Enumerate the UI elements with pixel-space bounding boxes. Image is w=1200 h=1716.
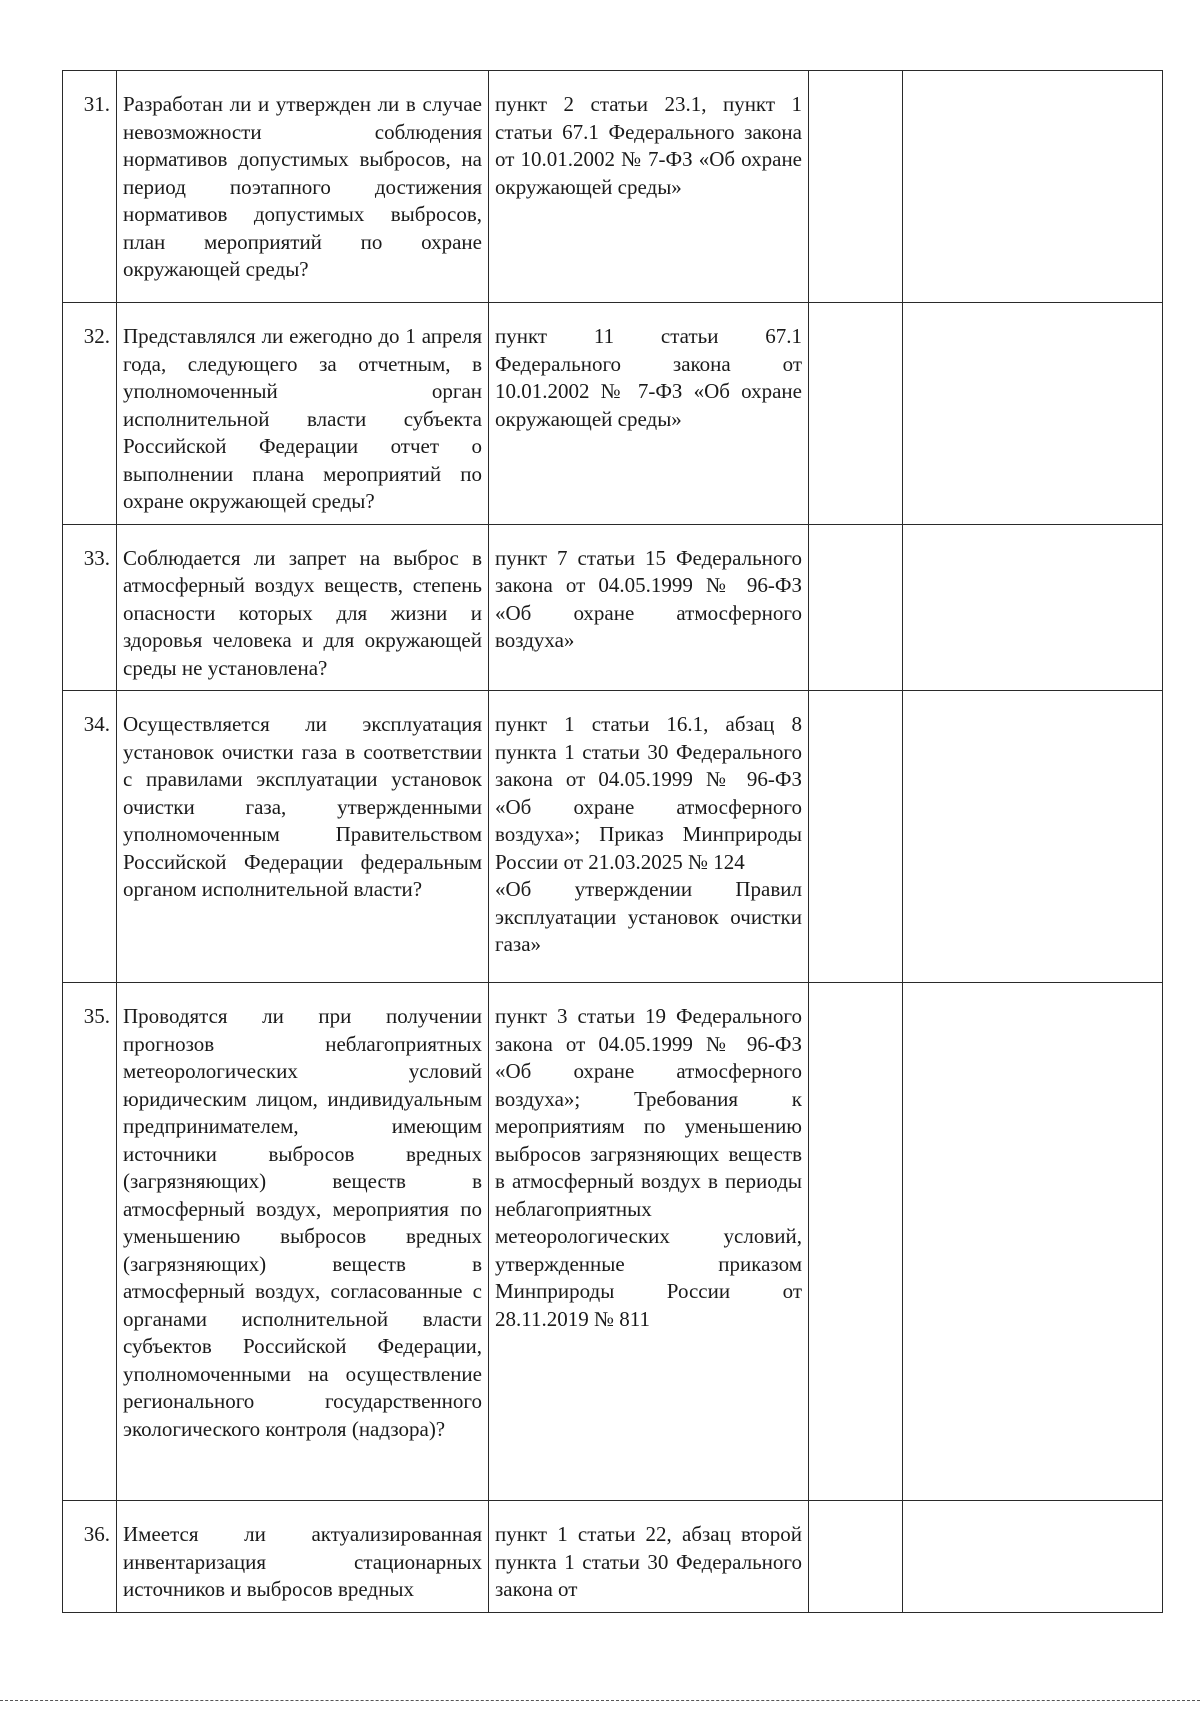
- note-cell: [903, 983, 1163, 1501]
- table-row: [63, 983, 1163, 1501]
- table-row: [63, 691, 1163, 983]
- answer-cell: [809, 524, 903, 691]
- legal-reference: пункт 2 статьи 23.1, пункт 1 статьи 67.1 Федерального закона от 10.01.2002 № 7-ФЗ «Об охране окружающей среды»: [489, 71, 809, 303]
- note-cell: [903, 524, 1163, 691]
- answer-cell: [809, 71, 903, 303]
- question-text: Имеется ли актуализированная инвентаризация стационарных источников и выбросов вредных: [117, 1501, 489, 1613]
- legal-reference: пункт 3 статьи 19 Федерального закона от 04.05.1999 № 96-ФЗ «Об охране атмосферного воздуха»; Требования к мероприятиям по уменьшению выбросов загрязняющих веществ в атмосферный воздух в периоды неблагоприятных метеорологических условий, утвержденные приказом Минприроды России от 28.11.2019 № 811: [489, 983, 809, 1501]
- note-cell: [903, 1501, 1163, 1613]
- question-text: Соблюдается ли запрет на выброс в атмосферный воздух веществ, степень опасности которых для жизни и здоровья человека и для окружающей среды не установлена?: [117, 524, 489, 691]
- note-cell: [903, 691, 1163, 983]
- table-row: [63, 1501, 1163, 1613]
- legal-reference: пункт 1 статьи 16.1, абзац 8 пункта 1 статьи 30 Федерального закона от 04.05.1999 № 96-ФЗ «Об охране атмосферного воздуха»; Приказ Минприроды России от 21.03.2025 № 124 «Об утверждении Правил эксплуатации установок очистки газа»: [489, 691, 809, 983]
- legal-reference: пункт 7 статьи 15 Федерального закона от 04.05.1999 № 96-ФЗ «Об охране атмосферного воздуха»: [489, 524, 809, 691]
- legal-reference: пункт 11 статьи 67.1 Федерального закона от 10.01.2002 № 7-ФЗ «Об охране окружающей среды»: [489, 303, 809, 525]
- answer-cell: [809, 983, 903, 1501]
- answer-cell: [809, 1501, 903, 1613]
- note-cell: [903, 303, 1163, 525]
- answer-cell: [809, 691, 903, 983]
- row-number: 36.: [63, 1501, 117, 1613]
- table-row: [63, 71, 1163, 303]
- page-edge-line: [0, 1700, 1200, 1701]
- note-cell: [903, 71, 1163, 303]
- question-text: Проводятся ли при получении прогнозов неблагоприятных метеорологических условий юридическим лицом, индивидуальным предпринимателем, имеющим источники выбросов вредных (загрязняющих) веществ в атмосферный воздух, мероприятия по уменьшению выбросов вредных (загрязняющих) веществ в атмосферный воздух, согласованные с органами исполнительной власти субъектов Российской Федерации, уполномоченными на осуществление регионального государственного экологического контроля (надзора)?: [117, 983, 489, 1501]
- question-text: Представлялся ли ежегодно до 1 апреля года, следующего за отчетным, в уполномоченный орган исполнительной власти субъекта Российской Федерации отчет о выполнении плана мероприятий по охране окружающей среды?: [117, 303, 489, 525]
- row-number: 34.: [63, 691, 117, 983]
- row-number: 33.: [63, 524, 117, 691]
- row-number: 35.: [63, 983, 117, 1501]
- legal-reference: пункт 1 статьи 22, абзац второй пункта 1 статьи 30 Федерального закона от: [489, 1501, 809, 1613]
- table-row: [63, 303, 1163, 525]
- table-row: [63, 524, 1163, 691]
- question-text: Осуществляется ли эксплуатация установок очистки газа в соответствии с правилами эксплуатации установок очистки газа, утвержденными уполномоченным Правительством Российской Федерации федеральным органом исполнительной власти?: [117, 691, 489, 983]
- question-text: Разработан ли и утвержден ли в случае невозможности соблюдения нормативов допустимых выбросов, на период поэтапного достижения нормативов допустимых выбросов, план мероприятий по охране окружающей среды?: [117, 71, 489, 303]
- row-number: 31.: [63, 71, 117, 303]
- checklist-table: [62, 70, 1163, 1613]
- answer-cell: [809, 303, 903, 525]
- row-number: 32.: [63, 303, 117, 525]
